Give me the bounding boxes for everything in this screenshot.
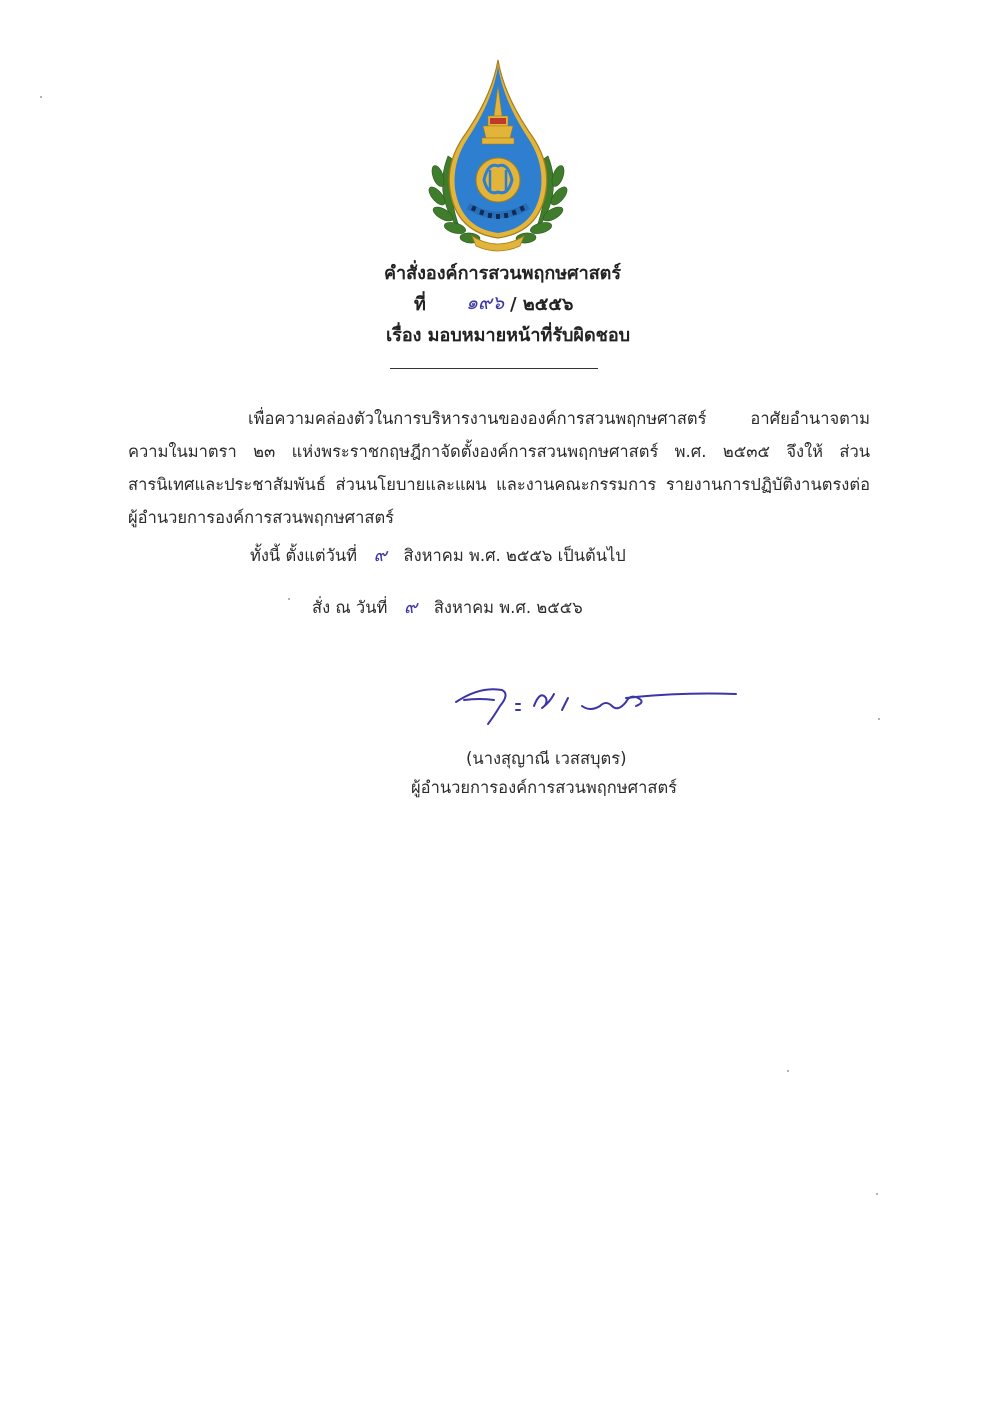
heading-divider	[390, 368, 598, 369]
order-number-handwritten: ๑๙๖	[466, 292, 505, 314]
body-line: เพื่อความคล่องตัวในการบริหารงานขององค์การสวนพฤกษศาสตร์ อาศัยอำนาจตาม	[248, 409, 870, 428]
body-line: ผู้อำนวยการองค์การสวนพฤกษศาสตร์	[128, 508, 395, 527]
order-body-paragraph	[128, 402, 870, 534]
organization-emblem-logo	[428, 56, 568, 252]
signer-name: (นางสุญาณี เวสสบุตร)	[466, 749, 627, 768]
order-title: คำสั่งองค์การสวนพฤกษศาสตร์	[384, 263, 622, 284]
ordered-suffix: สิงหาคม พ.ศ. ๒๕๕๖	[433, 598, 583, 617]
ordered-prefix: สั่ง ณ วันที่	[312, 598, 388, 617]
scan-speck	[787, 1070, 789, 1072]
effective-prefix: ทั้งนี้ ตั้งแต่วันที่	[250, 546, 358, 565]
scan-speck	[876, 1193, 878, 1195]
body-line: สารนิเทศและประชาสัมพันธ์ ส่วนนโยบายและแผน และงานคณะกรรมการ รายงานการปฏิบัติงานตรงต่อ	[128, 475, 870, 494]
scan-speck	[878, 718, 880, 720]
handwritten-signature	[450, 672, 740, 732]
body-line: ความในมาตรา ๒๓ แห่งพระราชกฤษฎีกาจัดตั้งองค์การสวนพฤกษศาสตร์ พ.ศ. ๒๕๓๕ จึงให้ ส่วน	[128, 442, 870, 461]
effective-day-handwritten: ๙	[373, 545, 387, 566]
effective-date-line	[250, 540, 626, 569]
effective-suffix: สิงหาคม พ.ศ. ๒๕๕๖ เป็นต้นไป	[403, 546, 626, 565]
order-subject: เรื่อง มอบหมายหน้าที่รับผิดชอบ	[386, 325, 631, 346]
order-number-year: / ๒๕๕๖	[510, 294, 574, 315]
signer-position: ผู้อำนวยการองค์การสวนพฤกษศาสตร์	[411, 778, 678, 797]
ordered-date-line	[312, 592, 583, 621]
scan-speck	[288, 598, 290, 600]
scan-speck	[40, 96, 42, 98]
order-number-label: ที่	[414, 294, 426, 315]
ordered-day-handwritten: ๙	[404, 597, 418, 618]
